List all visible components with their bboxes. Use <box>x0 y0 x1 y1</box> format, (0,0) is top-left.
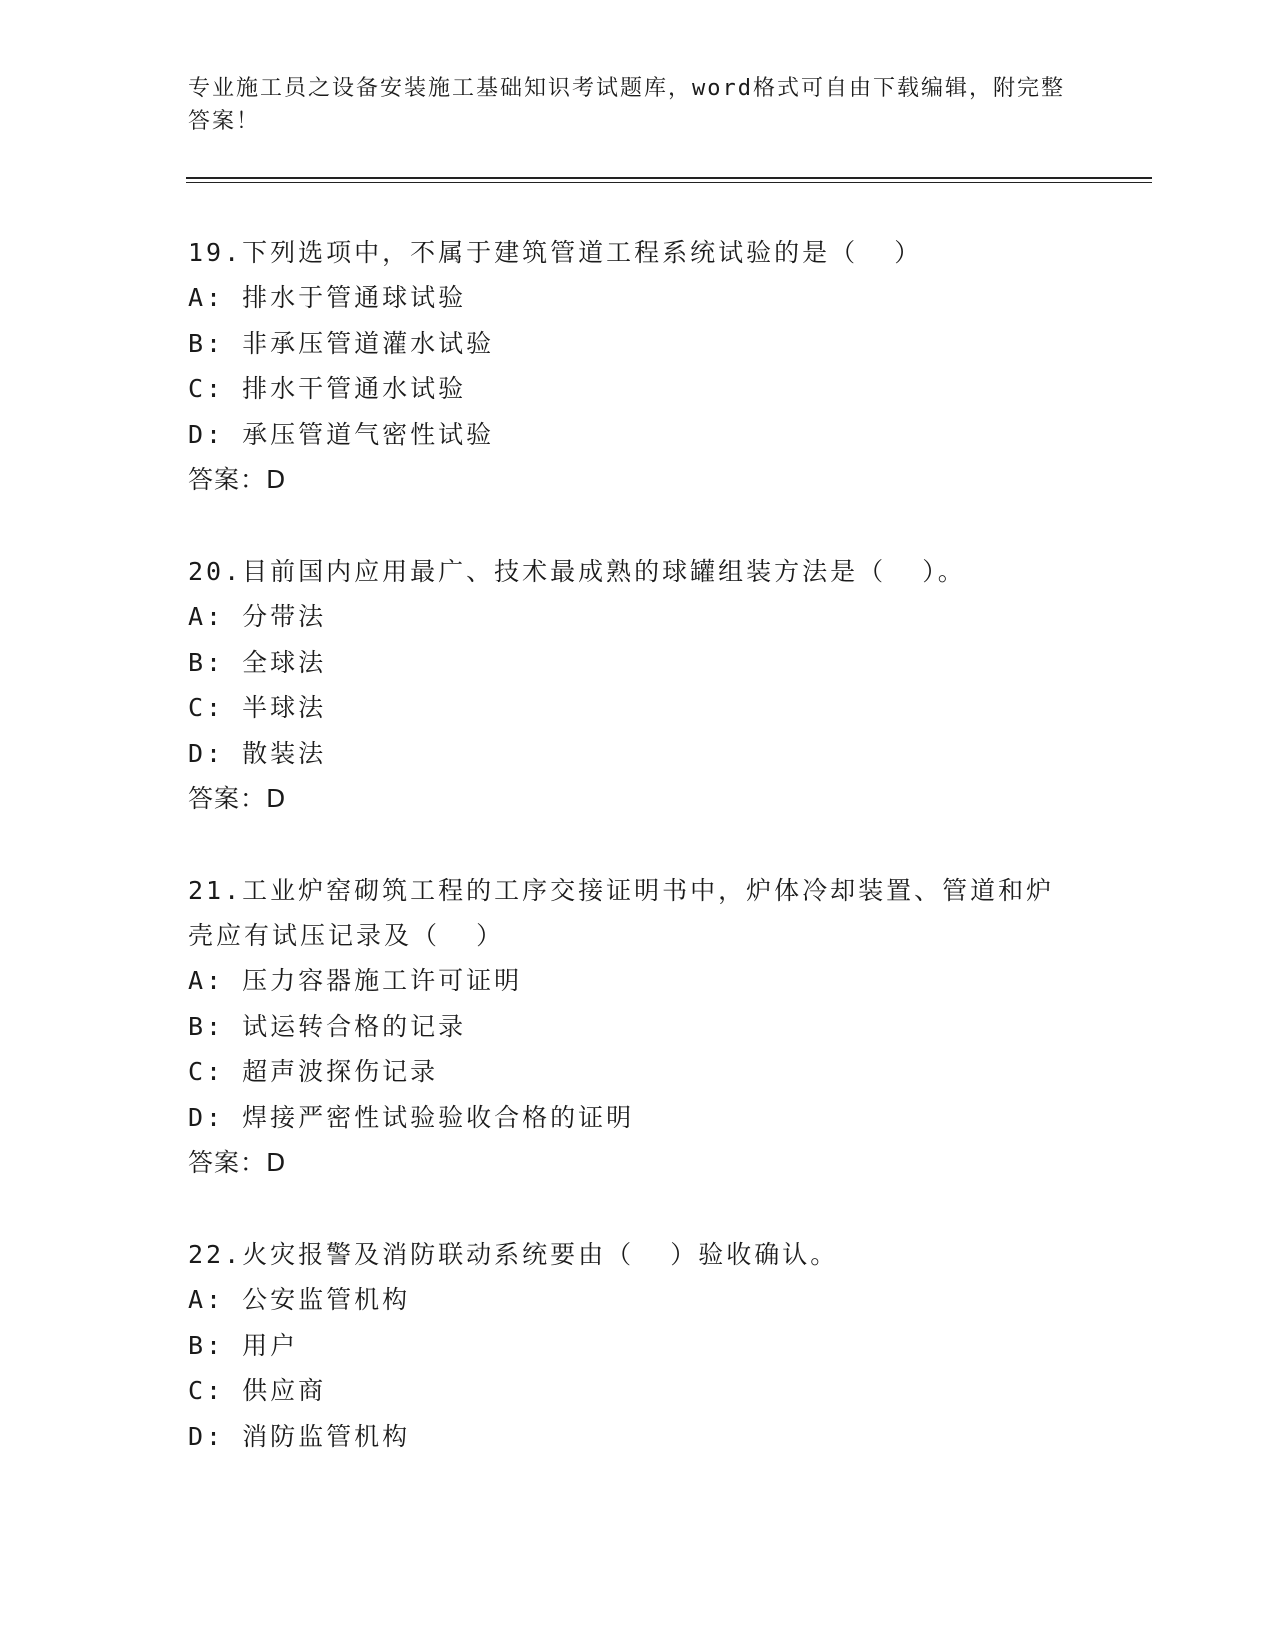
option-b <box>188 1323 1088 1369</box>
option-text: 排水干管通水试验 <box>242 374 467 403</box>
question-stem: 19.下列选项中，不属于建筑管道工程系统试验的是（ ） <box>188 238 923 267</box>
option-a <box>188 594 1088 640</box>
option-label: A: <box>188 283 225 312</box>
question-stem: 22.火灾报警及消防联动系统要由（ ）验收确认。 <box>188 1240 839 1269</box>
option-c <box>188 685 1088 731</box>
option-c <box>188 1368 1088 1414</box>
option-text: 试运转合格的记录 <box>242 1011 467 1041</box>
option-label: D: <box>188 738 225 768</box>
option-label: C: <box>188 693 225 722</box>
option-label: B: <box>188 647 225 677</box>
option-label: C: <box>188 1376 225 1405</box>
option-label: B: <box>188 1011 225 1041</box>
option-b <box>188 1004 1088 1050</box>
option-label: C: <box>188 374 225 403</box>
option-c <box>188 1049 1088 1095</box>
option-text: 超声波探伤记录 <box>242 1057 439 1086</box>
option-text: 全球法 <box>242 647 327 677</box>
question-22 <box>188 1232 1088 1459</box>
option-text: 分带法 <box>242 602 327 631</box>
answer-line: 答案：D <box>188 465 287 494</box>
option-label: D: <box>188 1421 225 1451</box>
option-a <box>188 1277 1088 1323</box>
option-text: 消防监管机构 <box>242 1421 411 1451</box>
header-rule-thick <box>186 177 1152 179</box>
option-text: 承压管道气密性试验 <box>242 419 495 449</box>
option-a <box>188 958 1088 1004</box>
header-rule-thin <box>186 182 1152 183</box>
option-b <box>188 321 1088 367</box>
answer-line: 答案：D <box>188 1148 287 1177</box>
option-d <box>188 1414 1088 1460</box>
answer-line: 答案：D <box>188 784 287 813</box>
option-label: B: <box>188 328 225 358</box>
option-text: 供应商 <box>242 1376 327 1405</box>
question-19 <box>188 230 1088 502</box>
option-d <box>188 1095 1088 1141</box>
option-text: 散装法 <box>242 738 327 768</box>
option-text: 排水于管通球试验 <box>242 283 467 312</box>
option-text: 焊接严密性试验验收合格的证明 <box>242 1102 635 1132</box>
option-label: A: <box>188 602 225 631</box>
option-label: B: <box>188 1330 225 1360</box>
option-c <box>188 366 1088 412</box>
option-label: C: <box>188 1057 225 1086</box>
option-label: D: <box>188 1102 225 1132</box>
option-text: 非承压管道灌水试验 <box>242 328 495 358</box>
option-b <box>188 640 1088 686</box>
option-text: 压力容器施工许可证明 <box>242 966 523 995</box>
option-text: 半球法 <box>242 693 327 722</box>
option-label: D: <box>188 419 225 449</box>
option-label: A: <box>188 966 225 995</box>
option-text: 用户 <box>242 1330 299 1360</box>
option-d <box>188 412 1088 458</box>
question-21 <box>188 868 1088 1185</box>
document-header: 专业施工员之设备安装施工基础知识考试题库，word格式可自由下载编辑，附完整答案！ <box>188 76 1065 134</box>
question-stem: 20.目前国内应用最广、技术最成熟的球罐组装方法是（ ）。 <box>188 557 966 586</box>
option-text: 公安监管机构 <box>242 1285 411 1314</box>
question-stem: 21.工业炉窑砌筑工程的工序交接证明书中，炉体冷却装置、管道和炉壳应有试压记录及（ ） <box>188 876 1055 950</box>
question-20 <box>188 549 1088 821</box>
option-label: A: <box>188 1285 225 1314</box>
option-a <box>188 275 1088 321</box>
option-d <box>188 731 1088 777</box>
